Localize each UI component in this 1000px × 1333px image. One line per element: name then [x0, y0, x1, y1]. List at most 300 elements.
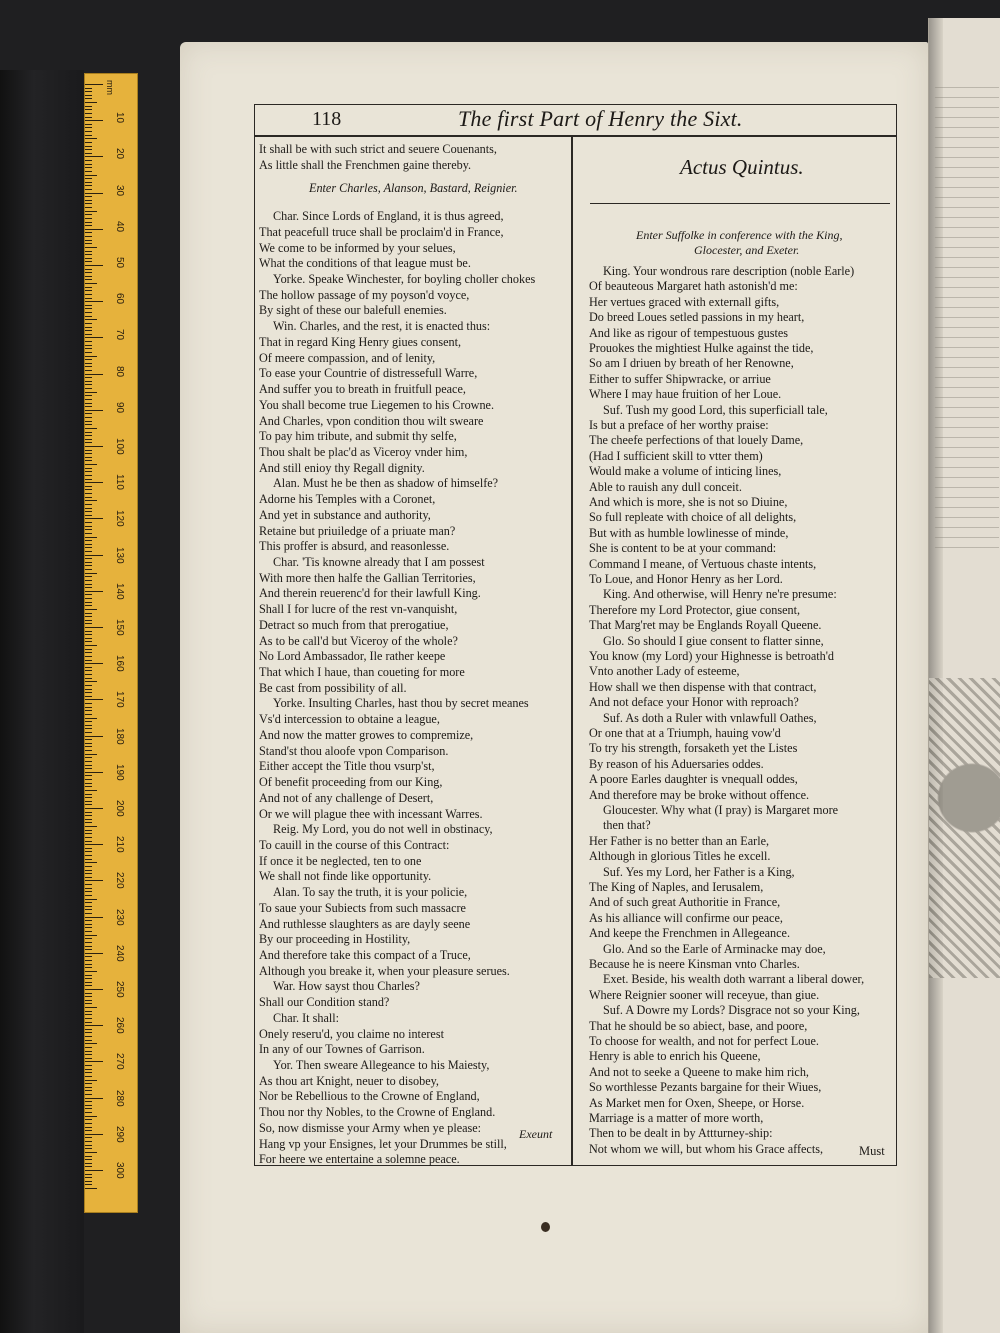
ruler-tick — [85, 804, 92, 805]
verse-line: Command I meane, of Vertuous chaste intents, — [589, 556, 817, 571]
ruler-tick — [85, 312, 92, 313]
exit-direction: Exeunt — [519, 1127, 553, 1141]
verse-line: By our proceeding in Hostility, — [259, 932, 411, 947]
ruler-tick — [85, 406, 92, 407]
ruler-tick — [85, 319, 97, 320]
ruler-number: 270 — [114, 1053, 125, 1071]
verse-line: Would make a volume of inticing lines, — [589, 464, 782, 479]
ruler-tick — [85, 127, 92, 128]
ruler-tick — [85, 156, 103, 157]
verse-line: Henry is able to enrich his Queene, — [589, 1049, 761, 1064]
verse-line: Where Reignier sooner will receyue, than giue. — [589, 987, 820, 1002]
ruler-tick — [85, 859, 92, 860]
ruler-tick — [85, 870, 92, 871]
verse-line: King. And otherwise, will Henry ne're presume: — [603, 587, 837, 602]
ruler-tick — [85, 211, 97, 212]
verse-line: For heere we entertaine a solemne peace. — [259, 1152, 460, 1167]
ruler-tick — [85, 562, 92, 563]
ruler-tick — [85, 1116, 97, 1117]
header-rule — [254, 135, 897, 137]
ruler-tick — [85, 124, 92, 125]
ruler-tick — [85, 942, 92, 943]
verse-line: Her vertues graced with externall gifts, — [589, 294, 780, 309]
running-title: The first Part of Henry the Sixt. — [458, 106, 743, 131]
verse-line: Shall our Condition stand? — [259, 995, 390, 1010]
ruler-tick — [85, 848, 92, 849]
verse-line: Yorke. Speake Winchester, for boyling choller chokes — [273, 272, 536, 287]
ruler-tick — [85, 142, 92, 143]
ruler-tick — [85, 964, 92, 965]
ruler-tick — [85, 812, 92, 813]
verse-line: Able to rauish any dull conceit. — [589, 479, 742, 494]
ruler-tick — [85, 739, 92, 740]
ruler-tick — [85, 102, 97, 103]
verse-line: Either accept the Title thou vsurp'st, — [259, 759, 435, 774]
verse-line: Char. 'Tis knowne already that I am possest — [273, 555, 485, 569]
ruler-tick — [85, 457, 92, 458]
ruler-tick — [85, 500, 97, 501]
ruler-tick — [85, 728, 92, 729]
facing-page-ornament — [929, 678, 1000, 978]
ruler-tick — [85, 442, 92, 443]
ruler-tick — [85, 1087, 92, 1088]
ruler-tick — [85, 790, 97, 791]
ruler-tick — [85, 547, 92, 548]
ruler-number: 70 — [114, 329, 125, 341]
ruler-tick — [85, 819, 92, 820]
ruler-number: 180 — [114, 727, 125, 745]
stage-direction: Enter Charles, Alanson, Bastard, Reignier. — [309, 181, 518, 196]
ruler-tick — [85, 222, 92, 223]
ruler-tick — [85, 323, 92, 324]
ruler-tick — [85, 410, 103, 411]
ruler-tick — [85, 475, 92, 476]
verse-line: Of benefit proceeding from our King, — [259, 775, 443, 790]
verse-line: That which I haue, than coueting for more — [259, 665, 465, 680]
ruler-tick — [85, 388, 92, 389]
ruler-tick — [85, 772, 103, 773]
ruler-tick — [85, 1080, 97, 1081]
ruler-tick — [85, 830, 92, 831]
ruler-tick — [85, 109, 92, 110]
paper-blemish — [541, 1222, 550, 1232]
verse-line: Adorne his Temples with a Coronet, — [259, 492, 436, 507]
ruler-number: 80 — [114, 365, 125, 377]
ruler-tick — [85, 909, 92, 910]
ruler-tick — [85, 989, 103, 990]
ruler-tick — [85, 522, 92, 523]
ruler-tick — [85, 837, 92, 838]
ruler-tick — [85, 421, 92, 422]
ruler-tick — [85, 504, 92, 505]
ruler-tick — [85, 746, 92, 747]
ruler-tick — [85, 584, 92, 585]
verse-line: Where I may haue fruition of her Loue. — [589, 387, 782, 402]
ruler-tick — [85, 917, 103, 918]
ruler-tick — [85, 395, 92, 396]
ruler-tick — [85, 149, 92, 150]
ruler-tick — [85, 551, 92, 552]
facing-page-text — [935, 78, 999, 548]
ruler-tick — [85, 486, 92, 487]
verse-line: Alan. Must he be then as shadow of himselfe? — [273, 476, 499, 491]
verse-line: Glo. So should I giue consent to flatter sinne, — [603, 633, 824, 648]
ruler-tick — [85, 613, 92, 614]
ruler-tick — [85, 768, 92, 769]
ruler-tick — [85, 164, 92, 165]
ruler-tick — [85, 489, 92, 490]
ruler-tick — [85, 656, 92, 657]
ruler-tick — [85, 888, 92, 889]
ruler-tick — [85, 1011, 92, 1012]
verse-line: As thou art Knight, neuer to disobey, — [259, 1073, 439, 1088]
verse-line: The King of Naples, and Ierusalem, — [589, 880, 764, 894]
ruler-tick — [85, 924, 92, 925]
verse-line: Suf. Tush my good Lord, this superficiall tale, — [603, 402, 828, 417]
ruler-tick — [85, 294, 92, 295]
ruler-tick — [85, 743, 92, 744]
verse-line: Although in glorious Titles he excell. — [589, 849, 771, 864]
ruler-tick — [85, 493, 92, 494]
verse-line: Prouokes the mightiest Hulke against the tide, — [589, 341, 814, 355]
verse-line: That he should be so abiect, base, and poore, — [589, 1018, 808, 1033]
verse-line: War. How sayst thou Charles? — [273, 979, 420, 994]
ruler-tick — [85, 797, 92, 798]
verse-line: As his alliance will confirme our peace, — [589, 910, 783, 925]
ruler-tick — [85, 203, 92, 204]
ruler-number: 130 — [114, 546, 125, 564]
ruler-tick — [85, 699, 103, 700]
verse-line: And like as rigour of tempestuous gustes — [589, 325, 789, 340]
ruler-tick — [85, 576, 92, 577]
verse-line: We come to be informed by your selues, — [259, 240, 456, 255]
ruler-number: 50 — [114, 257, 125, 269]
ruler-tick — [85, 529, 92, 530]
ruler-tick — [85, 196, 92, 197]
verse-line: Therefore my Lord Protector, giue consent, — [589, 602, 801, 617]
ruler-tick — [85, 261, 92, 262]
verse-line: To cauill in the course of this Contract: — [259, 837, 450, 852]
ruler-tick — [85, 978, 92, 979]
verse-line: Not whom we will, but whom his Grace affects, — [589, 1141, 823, 1156]
ruler-tick — [85, 232, 92, 233]
verse-line: Onely reseru'd, you claime no interest — [259, 1026, 444, 1041]
ruler-tick — [85, 356, 97, 357]
ruler-tick — [85, 381, 92, 382]
ruler-tick — [85, 518, 103, 519]
ruler-tick — [85, 623, 92, 624]
ruler-tick — [85, 580, 92, 581]
ruler-tick — [85, 696, 92, 697]
ruler-tick — [85, 1163, 92, 1164]
ruler-tick — [85, 135, 92, 136]
ruler-tick — [85, 428, 97, 429]
ruler-tick — [85, 279, 92, 280]
ruler-number: 210 — [114, 836, 125, 853]
ruler-tick — [85, 540, 92, 541]
ruler-tick — [85, 641, 92, 642]
ruler-tick — [85, 439, 92, 440]
verse-line: The hollow passage of my poyson'd voyce, — [259, 287, 470, 302]
ruler-tick — [85, 634, 92, 635]
ruler-tick — [85, 652, 92, 653]
verse-line: By reason of his Aduersaries oddes. — [589, 756, 764, 771]
verse-line: Suf. Yes my Lord, her Father is a King, — [603, 864, 795, 879]
ruler-tick — [85, 627, 103, 628]
ruler-number: 120 — [114, 510, 125, 528]
ruler-number: 190 — [114, 763, 125, 781]
ruler-tick — [85, 468, 92, 469]
ruler-tick — [85, 298, 92, 299]
ruler-tick — [85, 1145, 92, 1146]
ruler-number: 230 — [114, 908, 125, 926]
ruler-tick — [85, 1043, 97, 1044]
verse-line: That in regard King Henry giues consent, — [259, 334, 462, 349]
verse-line: To Loue, and Honor Henry as her Lord. — [589, 572, 783, 586]
ruler-tick — [85, 558, 92, 559]
ruler-tick — [85, 801, 92, 802]
ruler-tick — [85, 953, 103, 954]
ruler-tick — [85, 117, 92, 118]
ruler-tick — [85, 1054, 92, 1055]
act-title: Actus Quintus. — [680, 155, 804, 179]
verse-line: To saue your Subiects from such massacre — [259, 900, 466, 915]
ruler-tick — [85, 681, 97, 682]
act-rule — [590, 203, 890, 204]
verse-line: As to be call'd but Viceroy of the whole? — [259, 633, 458, 648]
ruler-tick — [85, 971, 97, 972]
ruler-tick — [85, 794, 92, 795]
ruler-number: 150 — [114, 619, 125, 636]
ruler-tick — [85, 95, 92, 96]
verse-line: Win. Charles, and the rest, it is enacted thus: — [273, 319, 491, 334]
verse-line: Either to suffer Shipwracke, or arriue — [589, 371, 771, 386]
verse-line: Gloucester. Why what (I pray) is Margaret more — [603, 803, 839, 817]
ruler-tick — [85, 106, 92, 107]
verse-line: And not deface your Honor with reproach? — [589, 695, 799, 710]
verse-line: And therefore may be broke without offence. — [589, 787, 810, 802]
ruler-tick — [85, 251, 92, 252]
verse-line: Stand'st thou aloofe vpon Comparison. — [259, 743, 449, 758]
ruler-tick — [85, 841, 92, 842]
verse-line: And suffer you to breath in fruitfull peace, — [259, 382, 466, 397]
ruler-tick — [85, 1022, 92, 1023]
ruler-tick — [85, 605, 92, 606]
ruler-tick — [85, 862, 97, 863]
ruler-tick — [85, 975, 92, 976]
ruler-tick — [85, 471, 92, 472]
verse-line: In any of our Townes of Garrison. — [259, 1042, 425, 1057]
verse-line: Nor be Rebellious to the Crowne of England, — [259, 1089, 480, 1104]
verse-line: And ruthlesse slaughters as are dayly seene — [259, 916, 471, 931]
ruler-tick — [85, 1177, 92, 1178]
ruler-tick — [85, 891, 92, 892]
verse-line: To choose for wealth, and not for perfect Loue. — [589, 1034, 819, 1048]
ruler-tick — [85, 786, 92, 787]
ruler-tick — [85, 1065, 92, 1066]
ruler-tick — [85, 721, 92, 722]
ruler-tick — [85, 714, 92, 715]
ruler-tick — [85, 1061, 103, 1062]
ruler-tick — [85, 341, 92, 342]
verse-line: And therefore take this compact of a Truce, — [259, 948, 471, 962]
ruler-tick — [85, 920, 92, 921]
ruler-tick — [85, 949, 92, 950]
verse-line: So, now dismisse your Army when ye please: — [259, 1120, 482, 1135]
ruler-tick — [85, 1072, 92, 1073]
ruler-tick — [85, 1098, 103, 1099]
ruler-tick — [85, 131, 92, 132]
ruler-tick — [85, 996, 92, 997]
ruler-tick — [85, 765, 92, 766]
verse-line: As little shall the Frenchmen gaine thereby. — [259, 157, 472, 172]
verse-line: So worthlesse Pezants bargaine for their Wiues, — [589, 1080, 822, 1095]
ruler-tick — [85, 1156, 92, 1157]
ruler-tick — [85, 287, 92, 288]
verse-line: Yor. Then sweare Allegeance to his Maiesty, — [273, 1058, 490, 1073]
ruler-tick — [85, 348, 92, 349]
measuring-ruler — [84, 73, 138, 1213]
verse-line: And not to seeke a Queene to make him rich, — [589, 1064, 809, 1079]
ruler-tick — [85, 508, 92, 509]
ruler-tick — [85, 736, 103, 737]
verse-line: Because he is neere Kinsman vnto Charles. — [589, 957, 800, 971]
verse-line: Thou shalt be plac'd as Viceroy vnder him, — [259, 444, 468, 459]
ruler-tick — [85, 1148, 92, 1149]
verse-line: But with as humble lowlinesse of minde, — [589, 525, 789, 540]
ruler-number: 220 — [114, 872, 125, 890]
verse-line: And keepe the Frenchmen in Allegeance. — [589, 926, 791, 941]
ruler-tick — [85, 544, 92, 545]
ruler-tick — [85, 283, 97, 284]
ruler-tick — [85, 435, 92, 436]
ruler-tick — [85, 247, 97, 248]
ruler-tick — [85, 479, 92, 480]
ruler-tick — [85, 710, 92, 711]
verse-line: By sight of these our balefull enemies. — [259, 303, 447, 318]
ruler-tick — [85, 432, 92, 433]
ruler-tick — [85, 178, 92, 179]
ruler-tick — [85, 594, 92, 595]
ruler-unit-label: mm — [105, 80, 115, 95]
verse-line: And still enioy thy Regall dignity. — [259, 460, 425, 475]
verse-line: You shall become true Liegemen to his Crowne. — [259, 397, 495, 412]
verse-line: So am I driuen by breath of her Renowne, — [589, 356, 794, 371]
ruler-tick — [85, 555, 103, 556]
verse-line: And of such great Authoritie in France, — [589, 895, 781, 910]
column-divider — [571, 135, 573, 1166]
ruler-tick — [85, 254, 92, 255]
ruler-number: 200 — [114, 800, 125, 817]
ruler-tick — [85, 985, 92, 986]
ruler-tick — [85, 1134, 103, 1135]
verse-line: That peacefull truce shall be proclaim'd in France, — [259, 224, 504, 239]
ruler-tick — [85, 1083, 92, 1084]
ruler-tick — [85, 1181, 92, 1182]
ruler-tick — [85, 855, 92, 856]
ruler-tick — [85, 305, 92, 306]
ruler-tick — [85, 366, 92, 367]
ruler-tick — [85, 967, 92, 968]
ruler-tick — [85, 956, 92, 957]
ruler-tick — [85, 1141, 92, 1142]
ruler-number: 140 — [114, 582, 125, 600]
ruler-tick — [85, 946, 92, 947]
ruler-tick — [85, 236, 92, 237]
ruler-number: 240 — [114, 944, 125, 962]
ruler-tick — [85, 1123, 92, 1124]
ruler-tick — [85, 689, 92, 690]
ruler-tick — [85, 591, 103, 592]
verse-line: Detract so much from that prerogatiue, — [259, 617, 449, 632]
ruler-tick — [85, 667, 92, 668]
ruler-tick — [85, 587, 92, 588]
ruler-tick — [85, 1025, 103, 1026]
ruler-tick — [85, 851, 92, 852]
ruler-tick — [85, 1174, 92, 1175]
ruler-tick — [85, 877, 92, 878]
ruler-tick — [85, 160, 92, 161]
verse-line: Thou nor thy Nobles, to the Crowne of England. — [259, 1105, 496, 1120]
ruler-tick — [85, 779, 92, 780]
ruler-tick — [85, 98, 92, 99]
ruler-tick — [85, 301, 103, 302]
ruler-tick — [85, 316, 92, 317]
ruler-tick — [85, 645, 97, 646]
ruler-tick — [85, 573, 97, 574]
ruler-tick — [85, 533, 92, 534]
ruler-tick — [85, 833, 92, 834]
ruler-tick — [85, 1166, 92, 1167]
ruler-tick — [85, 703, 92, 704]
verse-line: King. Your wondrous rare description (noble Earle) — [603, 264, 855, 278]
ruler-tick — [85, 1101, 92, 1102]
verse-line: (Had I sufficient skill to vtter them) — [589, 448, 763, 463]
verse-line: Retaine but priuiledge of a priuate man? — [259, 523, 456, 538]
ruler-tick — [85, 718, 97, 719]
ruler-number: 300 — [114, 1162, 125, 1179]
ruler-tick — [85, 982, 92, 983]
ruler-tick — [85, 1152, 97, 1153]
ruler-number: 10 — [114, 112, 125, 124]
ruler-tick — [85, 352, 92, 353]
verse-line: Glo. And so the Earle of Arminacke may doe, — [603, 941, 826, 956]
verse-line: This proffer is absurd, and reasonlesse. — [259, 539, 450, 554]
ruler-tick — [85, 167, 92, 168]
ruler-tick — [85, 272, 92, 273]
ruler-tick — [85, 609, 97, 610]
ruler-tick — [85, 138, 97, 139]
verse-line: And yet in substance and authority, — [259, 507, 431, 522]
ruler-tick — [85, 1094, 92, 1095]
ruler-tick — [85, 511, 92, 512]
ruler-tick — [85, 692, 92, 693]
verse-line: Of beauteous Margaret hath astonish'd me: — [589, 279, 798, 294]
verse-line: How shall we then dispense with that contract, — [589, 679, 817, 694]
ruler-tick — [85, 214, 92, 215]
ruler-tick — [85, 775, 92, 776]
ruler-tick — [85, 327, 92, 328]
ruler-tick — [85, 638, 92, 639]
ruler-tick — [85, 276, 92, 277]
ruler-tick — [85, 334, 92, 335]
verse-line: If once it be neglected, ten to one — [259, 853, 422, 868]
ruler-tick — [85, 866, 92, 867]
verse-line: It shall be with such strict and seuere Couenants, — [259, 142, 497, 156]
ruler-tick — [85, 193, 103, 194]
ruler-tick — [85, 1014, 92, 1015]
verse-line: Or we will plague thee with incessant Warres. — [259, 806, 483, 821]
